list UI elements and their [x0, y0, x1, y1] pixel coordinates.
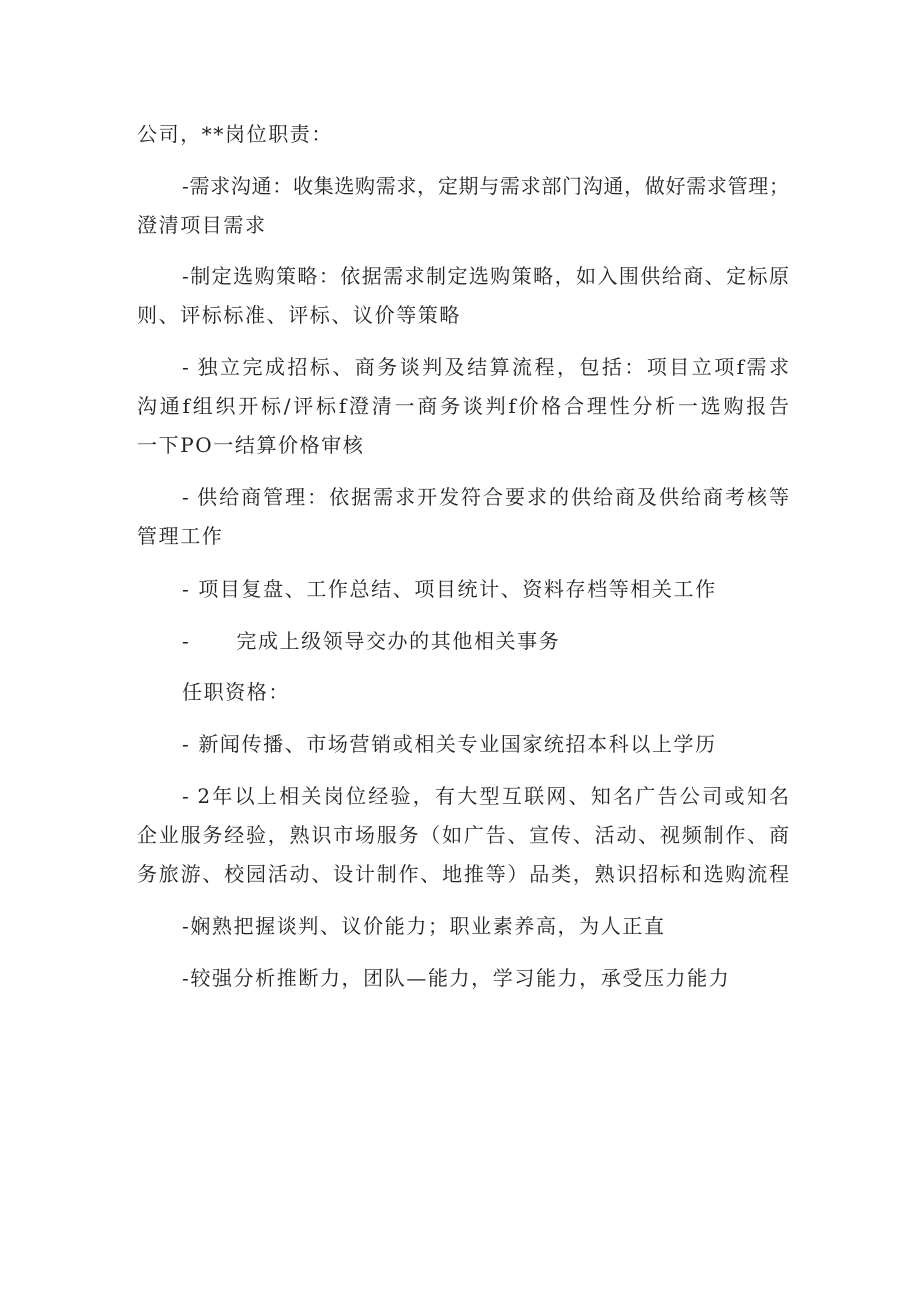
qual-education-line: - 新闻传播、市场营销或相关专业国家统招本科以上学历 — [182, 732, 717, 756]
qualification-heading: 任职资格： — [182, 680, 290, 704]
duty-strategy-line-1: -制定选购策略：依据需求制定选购策略，如入围供给商、定标原 — [182, 264, 789, 288]
duty-review-line: - 项目复盘、工作总结、项目统计、资料存档等相关工作 — [182, 577, 717, 601]
duty-other-line — [182, 622, 560, 661]
duty-supplier-line-2: 管理工作 — [137, 524, 224, 548]
duty-bidding-line-1: - 独立完成招标、商务谈判及结算流程，包括：项目立项f需求 — [182, 355, 789, 379]
qual-experience-line-2: 企业服务经验，熟识市场服务（如广告、宣传、活动、视频制作、商 — [137, 823, 789, 847]
duty-other-dash: - — [182, 629, 191, 653]
duty-other-text: 完成上级领导交办的其他相关事务 — [236, 629, 561, 653]
qual-ability-line: -较强分析推断力，团队—能力，学习能力，承受压力能力 — [182, 966, 731, 990]
company-heading: 公司，**岗位职责： — [137, 122, 333, 146]
duty-bidding-line-2: 沟通f组织开标/评标f澄清一商务谈判f价格合理性分析一选购报告 — [137, 394, 789, 418]
qual-experience-line-3: 务旅游、校园活动、设计制作、地推等）品类，熟识招标和选购流程 — [137, 862, 789, 886]
duty-strategy-line-2: 则、评标标准、评标、议价等策略 — [137, 303, 461, 327]
qual-negotiation-line: -娴熟把握谈判、议价能力；职业素养高，为人正直 — [182, 914, 666, 938]
duty-requirement-line-1: -需求沟通：收集选购需求，定期与需求部门沟通，做好需求管理； — [182, 174, 789, 198]
qual-experience-line-1: - 2年以上相关岗位经验，有大型互联网、知名广告公司或知名 — [182, 784, 789, 808]
duty-requirement-line-2: 澄清项目需求 — [137, 213, 267, 237]
duty-bidding-line-3: 一下PO一结算价格审核 — [137, 433, 365, 457]
duty-supplier-line-1: - 供给商管理：依据需求开发符合要求的供给商及供给商考核等 — [182, 485, 789, 509]
